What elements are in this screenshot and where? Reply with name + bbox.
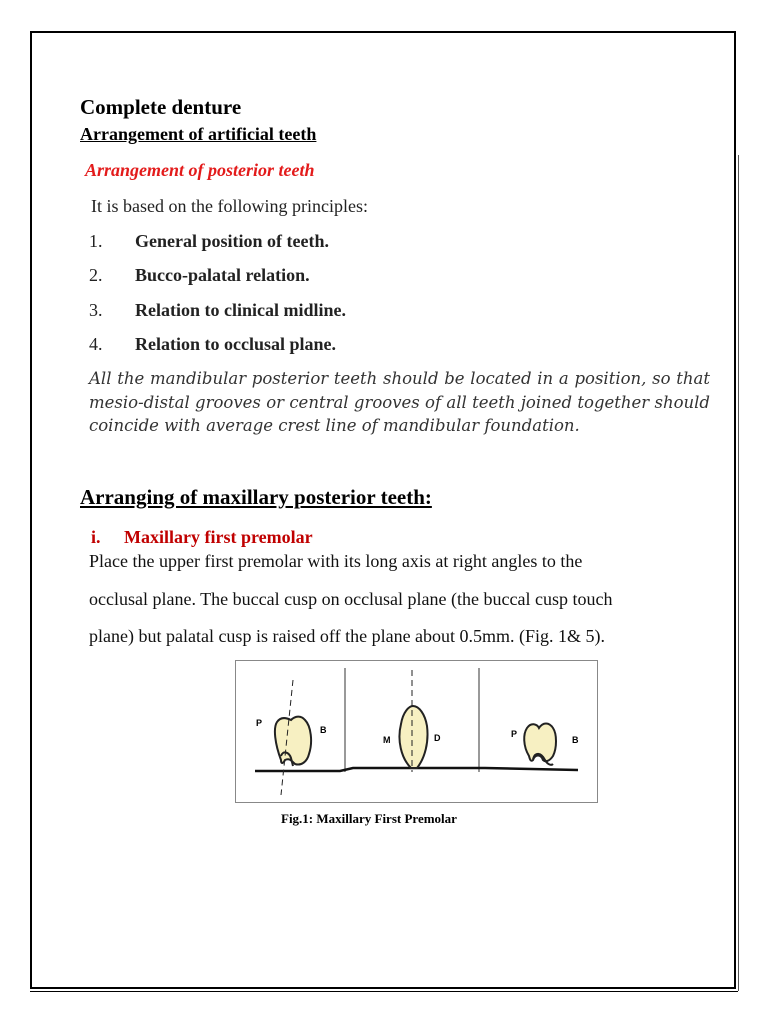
bottom-rule xyxy=(30,991,738,992)
principle-text: Relation to occlusal plane. xyxy=(135,334,336,354)
label-p-right: P xyxy=(511,729,518,739)
premolar-tilted-outline xyxy=(275,717,311,765)
principle-text: Bucco-palatal relation. xyxy=(135,265,310,285)
figure-caption: Fig.1: Maxillary First Premolar xyxy=(281,811,457,826)
italic-paragraph: All the mandibular posterior teeth should be located in a position, so that mesio-distal grooves or central grooves of all teeth joined together should coincide with average crest line of mandibular foundation. xyxy=(89,369,710,435)
principle-text: Relation to clinical midline. xyxy=(135,300,346,320)
paragraph-line: Place the upper first premolar with its long axis at right angles to the xyxy=(89,551,583,571)
intro-text: It is based on the following principles: xyxy=(91,196,368,216)
principle-number: 2. xyxy=(89,265,103,285)
subsection-title: Maxillary first premolar xyxy=(124,527,313,547)
section-heading-posterior: Arrangement of posterior teeth xyxy=(85,160,315,180)
label-p-left: P xyxy=(256,718,263,728)
document-title: Complete denture xyxy=(80,95,242,119)
heading-maxillary-posterior: Arranging of maxillary posterior teeth: xyxy=(80,485,432,509)
label-b-left: B xyxy=(320,725,327,735)
paragraph-line: occlusal plane. The buccal cusp on occlusal plane (the buccal cusp touch xyxy=(89,589,613,609)
label-b-right: B xyxy=(572,735,579,745)
principle-number: 3. xyxy=(89,300,103,320)
label-d: D xyxy=(434,733,441,743)
paragraph-line: plane) but palatal cusp is raised off the plane about 0.5mm. (Fig. 1& 5). xyxy=(89,626,606,646)
subsection-number: i. xyxy=(91,527,101,547)
document-subtitle: Arrangement of artificial teeth xyxy=(80,124,317,144)
premolar-upright-outline xyxy=(524,724,556,762)
principle-text: General position of teeth. xyxy=(135,231,329,251)
principle-number: 4. xyxy=(89,334,103,354)
figure-premolar-diagram xyxy=(235,660,598,803)
label-m: M xyxy=(383,735,391,745)
subsection-heading xyxy=(91,527,313,548)
premolar-mesiodistal-outline xyxy=(399,706,427,768)
principle-number: 1. xyxy=(89,231,103,251)
page-edge-line xyxy=(738,155,739,991)
